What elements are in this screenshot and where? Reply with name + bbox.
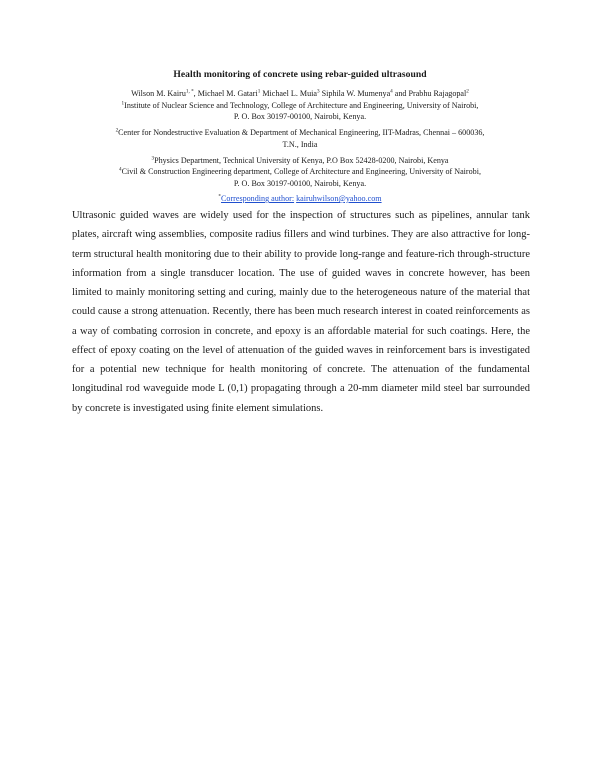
corresponding-email-link[interactable]: kairuhwilson@yahoo.com [296,194,382,203]
author-sup: 1, * [185,88,194,95]
affiliation-3: $^3$Physics Department, Technical University of Kenya, P.O Box 52428-0200, Nairobi, Kenya [151,154,449,165]
corresponding-author: *Corresponding author: kairuhwilson@yahoo.com [218,193,382,203]
author-list: Wilson M. Kairu$^{1, *}$, Michael M. Gatari$^1$ Michael L. Muia$^3$ Siphila W. Mumenya$^4$ and Prabhu Rajagopal$^2$ [131,88,469,98]
author-sup: 2 [466,88,469,95]
author-name: Michael L. Muia [262,89,317,98]
author-sup: 4 [390,88,393,95]
abstract-text: Ultrasonic guided waves are widely used for the inspection of structures such as pipelines, annular tank plates, aircraft wing assemblies, composite radius fillers and wind turbines. They are also attractive for long-term structural health monitoring due to their ability to provide long-range and feature-rich through-structure information from a single transducer location. The use of guided waves in concrete however, has been limited to mainly monitoring setting and curing, mainly due to the heterogeneous nature of the material that could cause a strong attenuation. Recently, there has been much research interest in coated reinforcements as a way of combating corrosion in concrete, and epoxy is an affordable material for such coatings. Here, the effect of epoxy coating on the level of attenuation of the guided waves in reinforcement bars is investigated for a potential new technique for health monitoring of concrete. The attenuation of the fundamental longitudinal rod waveguide mode L (0,1) propagating through a 20-mm diameter mild steel bar surrounded by concrete is investigated using finite element simulations. [72,210,530,414]
author-name: Michael M. Gatari [197,89,258,98]
affiliation-1: $^1$Institute of Nuclear Science and Technology, College of Architecture and Engineering, University of Nairobi, P. O. Box 30197-00100, Nairobi, Kenya. [121,99,479,121]
author-sup: 3 [316,88,320,95]
author-sup: 1 [257,88,261,95]
affiliation-2: $^2$Center for Nondestructive Evaluation & Department of Mechanical Engineering, IIT-Madras, Chennai – 600036, T.N., India [115,127,485,149]
affiliation-4: $^4$Civil & Construction Engineering department, College of Architecture and Engineering, University of Nairobi, P. O. Box 30197-00100, Nairobi, Kenya. [118,166,481,188]
author-name: Prabhu Rajagopal [408,89,467,98]
author-name: Siphila W. Mumenya [321,89,391,98]
corresponding-label: Corresponding author: [221,194,295,203]
paper-title: Health monitoring of concrete using rebar-guided ultrasound [173,69,427,80]
author-name: Wilson M. Kairu [131,89,186,98]
